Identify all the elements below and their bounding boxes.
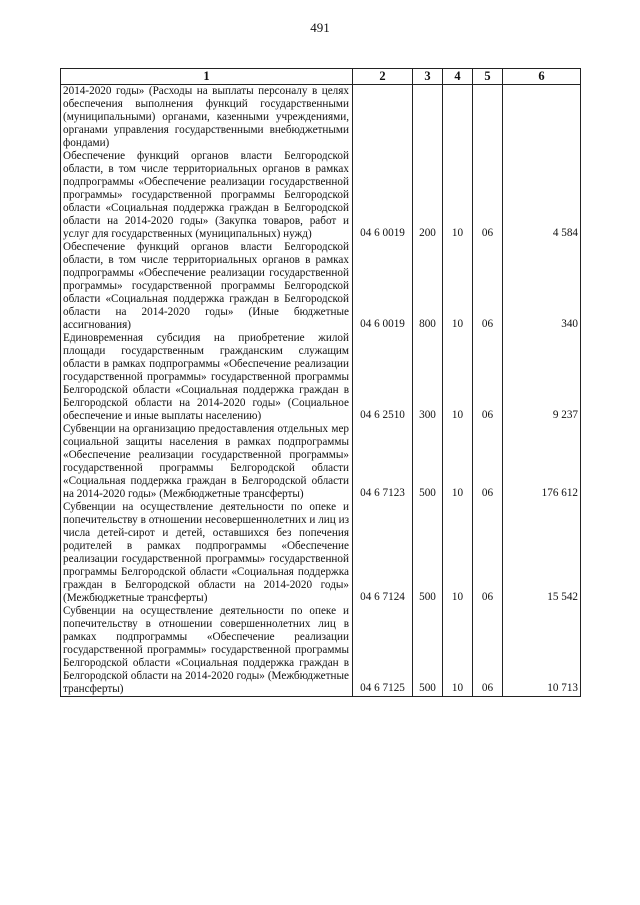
table-row [61,605,581,697]
row-subsection: 06 [473,241,503,332]
row-description: Обеспечение функций органов власти Белгородской области, в том числе территориальных органов в рамках подпрограммы «Обеспечение реализации государственной программы» государственной программы Белгородской области «Социальная поддержка граждан в Белгородской области на 2014-2020 годы» (Закупка товаров, работ и услуг для государственных (муниципальных) нужд) [61,150,353,241]
row-amount: 9 237 [503,332,581,423]
row-description: Единовременная субсидия на приобретение жилой площади государственным гражданским служащим области в рамках подпрограммы «Обеспечение реализации государственной программы» государственной программы Белгородской области «Социальная поддержка граждан в Белгородской области на 2014-2020 годы» (Социальное обеспечение и иные выплаты населению) [61,332,353,423]
row-section: 10 [443,241,473,332]
header-col-2: 2 [353,69,413,85]
row-description: Субвенции на осуществление деятельности по опеке и попечительству в отношении совершеннолетних лиц в рамках подпрограммы «Обеспечение реализации государственной программы» государственной программы Белгородской области «Социальная поддержка граждан в Белгородской области на 2014-2020 годы» (Межбюджетные трансферты) [61,605,353,697]
row-type: 300 [413,332,443,423]
row-section: 10 [443,605,473,697]
row-type: 500 [413,501,443,605]
row-code [353,85,413,151]
budget-table [60,68,581,697]
row-description: Субвенции на организацию предоставления отдельных мер социальной защиты населения в рамках подпрограммы «Обеспечение реализации государственной программы» государственной программы Белгородской области «Социальная поддержка граждан в Белгородской области на 2014-2020 годы» (Межбюджетные трансферты) [61,423,353,501]
header-col-5: 5 [473,69,503,85]
row-type: 200 [413,150,443,241]
row-type: 500 [413,423,443,501]
table-row [61,332,581,423]
row-section [443,85,473,151]
row-code: 04 6 7123 [353,423,413,501]
row-amount: 340 [503,241,581,332]
row-amount: 10 713 [503,605,581,697]
row-section: 10 [443,423,473,501]
row-code: 04 6 0019 [353,150,413,241]
table-row [61,241,581,332]
row-amount [503,85,581,151]
header-col-4: 4 [443,69,473,85]
row-subsection: 06 [473,332,503,423]
row-type [413,85,443,151]
table-row [61,423,581,501]
row-type: 500 [413,605,443,697]
row-code: 04 6 0019 [353,241,413,332]
header-col-3: 3 [413,69,443,85]
page-number: 491 [310,20,330,35]
row-description: 2014-2020 годы» (Расходы на выплаты персоналу в целях обеспечения выполнения функций государственными (муниципальными) органами, казенными учреждениями, органами управления государственными внебюджетными фондами) [61,85,353,151]
row-code: 04 6 7124 [353,501,413,605]
header-col-1: 1 [61,69,353,85]
row-subsection: 06 [473,150,503,241]
row-type: 800 [413,241,443,332]
table-row [61,150,581,241]
row-description: Обеспечение функций органов власти Белгородской области, в том числе территориальных органов в рамках подпрограммы «Обеспечение реализации государственной программы» государственной программы Белгородской области «Социальная поддержка граждан в Белгородской области на 2014-2020 годы» (Иные бюджетные ассигнования) [61,241,353,332]
row-subsection: 06 [473,605,503,697]
table-header-row [61,69,581,85]
row-section: 10 [443,150,473,241]
row-code: 04 6 2510 [353,332,413,423]
header-col-6: 6 [503,69,581,85]
row-subsection: 06 [473,501,503,605]
row-subsection [473,85,503,151]
row-amount: 4 584 [503,150,581,241]
row-amount: 176 612 [503,423,581,501]
row-amount: 15 542 [503,501,581,605]
row-subsection: 06 [473,423,503,501]
row-description: Субвенции на осуществление деятельности по опеке и попечительству в отношении несовершеннолетних и лиц из числа детей-сирот и детей, оставшихся без попечения родителей в рамках подпрограммы «Обеспечение реализации государственной программы» государственной программы Белгородской области «Социальная поддержка граждан в Белгородской области на 2014-2020 годы» (Межбюджетные трансферты) [61,501,353,605]
row-section: 10 [443,501,473,605]
table-row [61,85,581,151]
row-code: 04 6 7125 [353,605,413,697]
row-section: 10 [443,332,473,423]
table-row [61,501,581,605]
